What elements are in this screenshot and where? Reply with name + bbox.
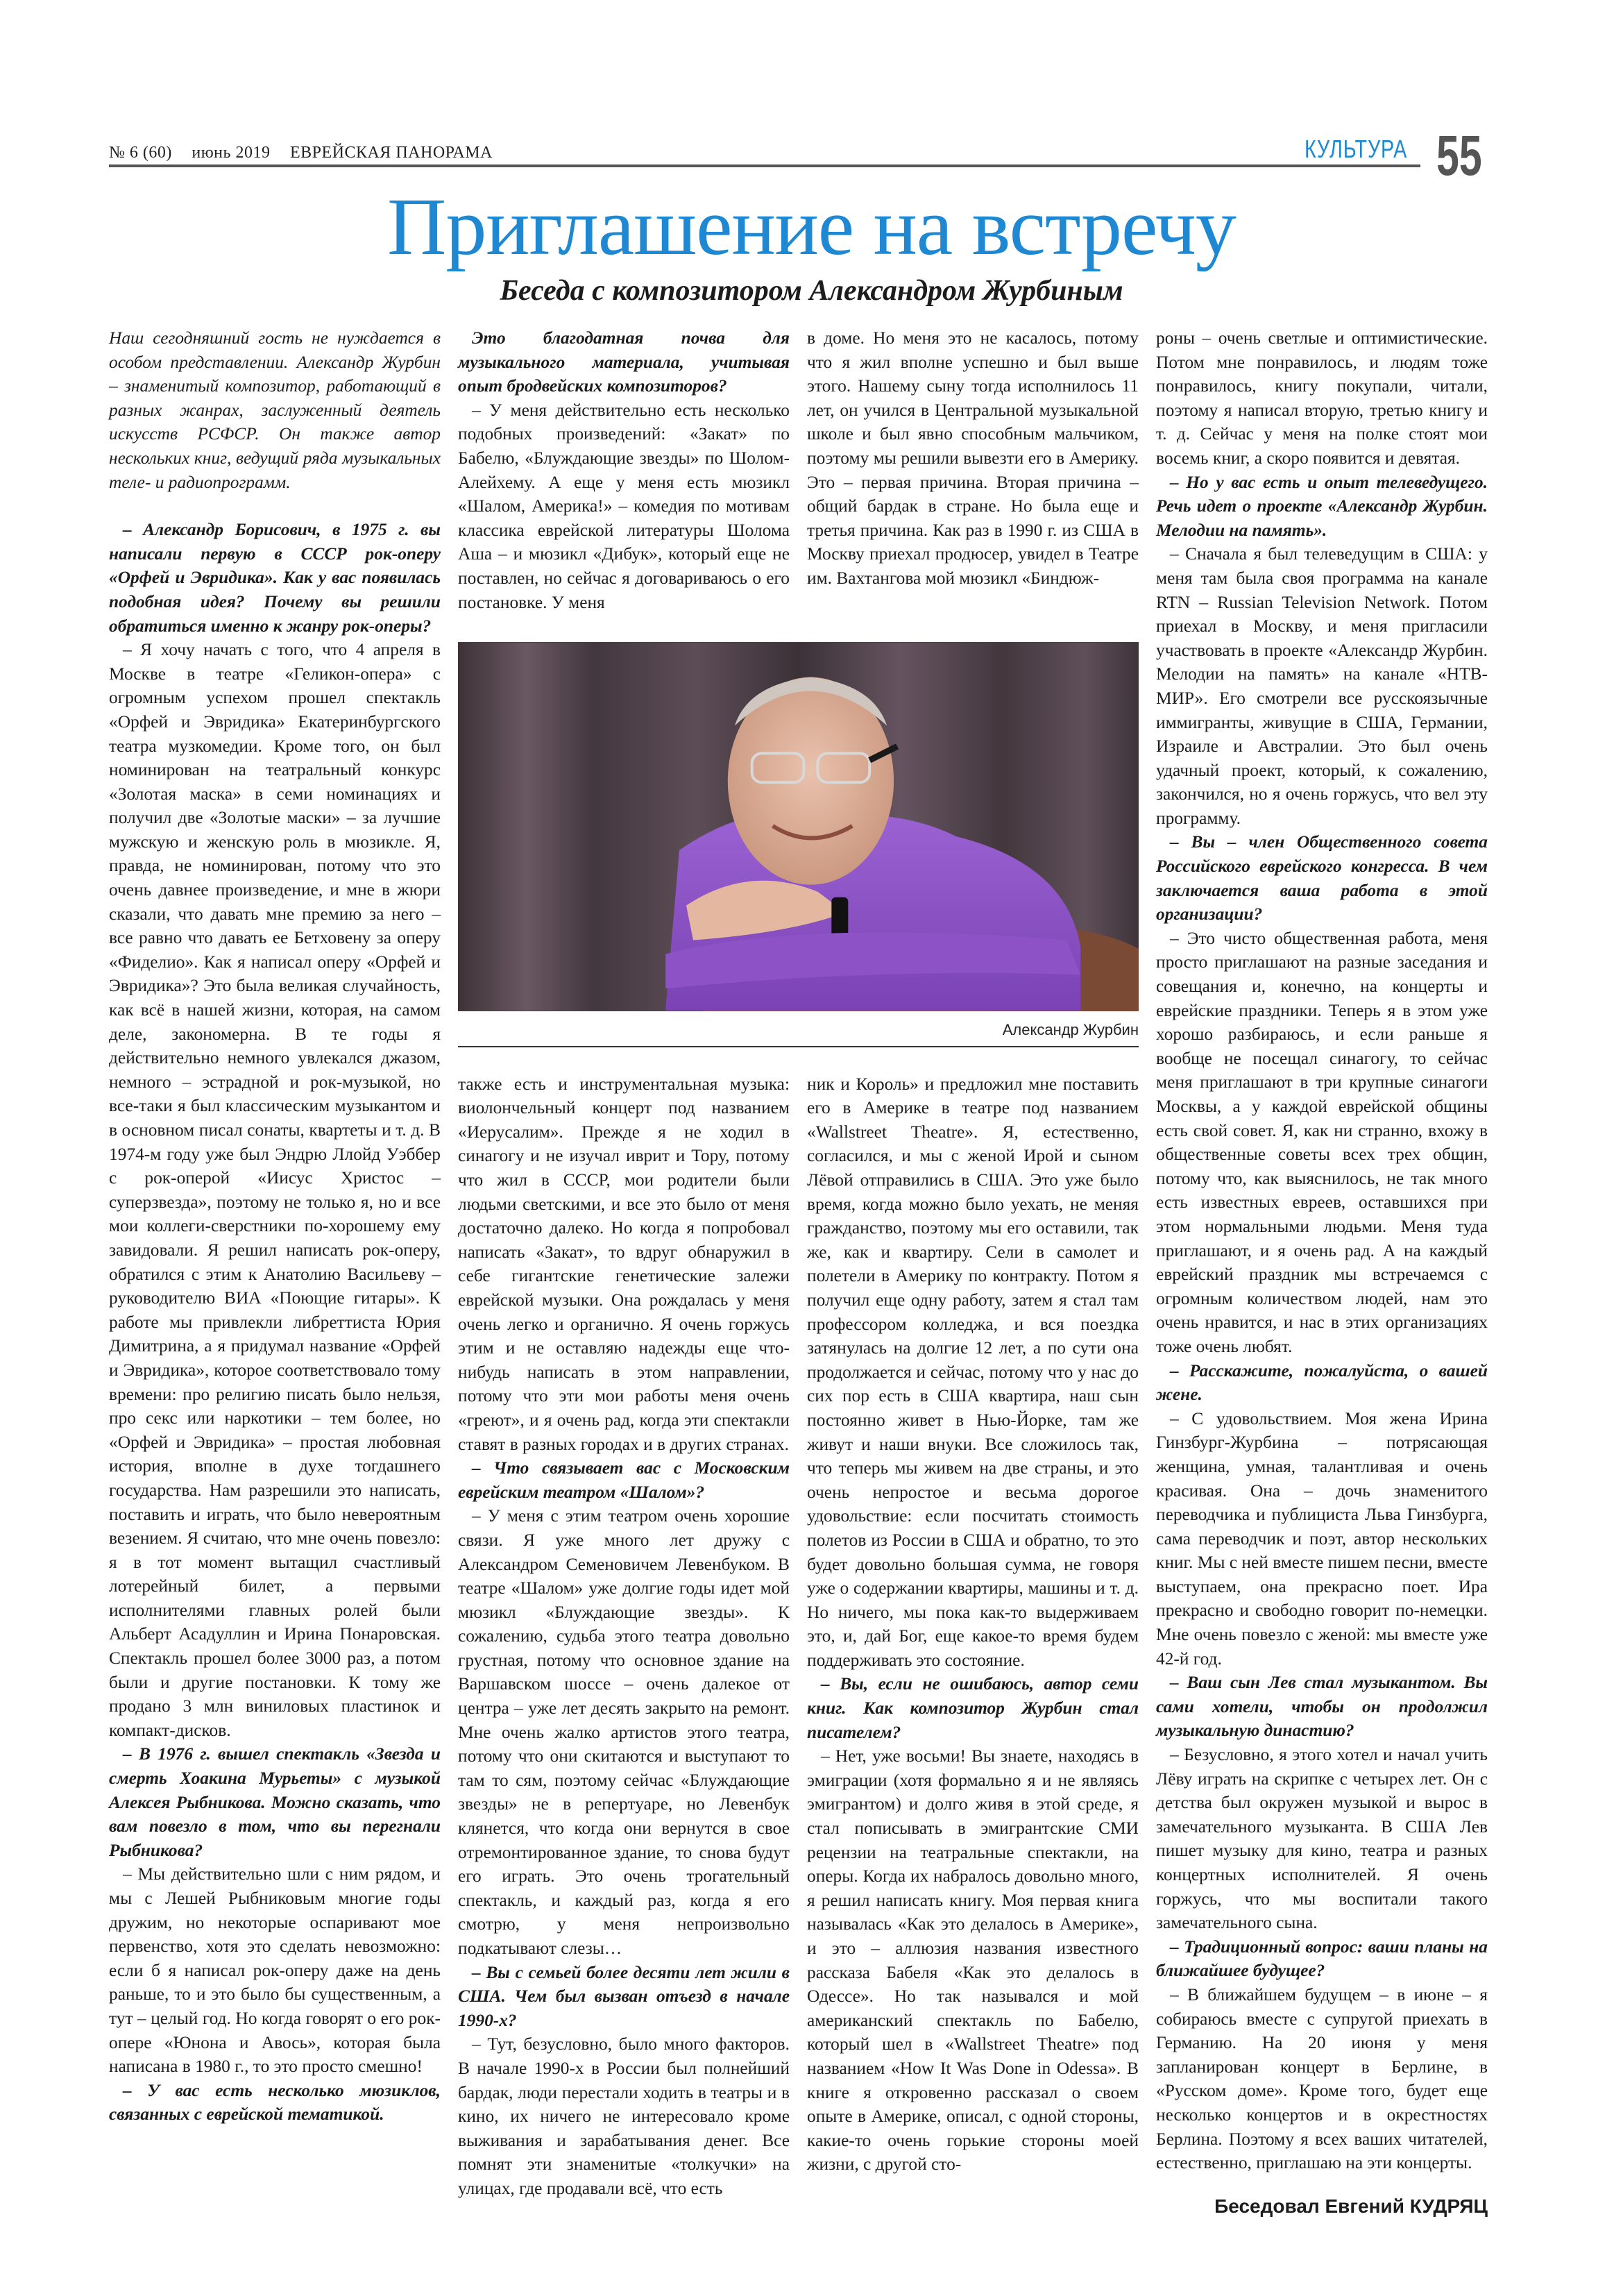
- photo-caption: Александр Журбин: [458, 1011, 1139, 1047]
- interview-answer: в доме. Но меня это не касалось, потому что я жил вполне успешно и был выше этого. Нашему сыну тогда исполнилось 11 лет, он учился в Центральной музыкальной школе и был явно способным мальчиком, поэтому мы решили вывезти его в Америку. Это – первая причина. Вторая причина – общий бардак в стране. Но была еще и третья причина. Как раз в 1990 г. из США в Москву приехал продюсер, увидел в Театре им. Вахтангова мой мюзикл «Биндюж-: [807, 328, 1139, 588]
- publication-name: ЕВРЕЙСКАЯ ПАНОРАМА: [289, 144, 493, 162]
- interview-question: – Вы – член Общественного совета Российского еврейского конгресса. В чем заключается ваша работа в этой организации?: [1156, 832, 1488, 925]
- column-3-bottom: [807, 1072, 1139, 2219]
- interview-answer: – Нет, уже восьми! Вы знаете, находясь в эмиграции (хотя формально я и не являясь эмигрантом) и долго живя в этой среде, я стал пописывать в эмигрантские СМИ рецензии на театральные спектакли, на оперы. Когда их набралось довольно много, я решил написать книгу. Моя первая книга называлась «Как это делалось в Америке», и это – аллюзия названия известного рассказа Бабеля «Как это делалось в Одессе». Но так назывался и мой американский спектакль по Бабелю, который шел в «Wallstreet Theatre» под названием «How It Was Done in Odessa». В книге я откровенно рассказал о своем опыте в Америке, описал, с одной стороны, какие-то очень горькие стороны моей жизни, с другой сто-: [807, 1746, 1139, 2175]
- interview-question: – Вы, если не ошибаюсь, автор семи книг. Как композитор Журбин стал писателем?: [807, 1674, 1139, 1742]
- interview-answer: – У меня действительно есть несколько подобных произведений: «Закат» по Бабелю, «Блуждающие звезды» по Шолом-Алейхему. А еще у меня есть мюзикл «Шалом, Америка!» – комедия по мотивам классика еврейской литературы Шолома Аша – и мюзикл «Дибук», который еще не поставлен, но сейчас я договариваюсь о его постановке. У меня: [458, 400, 790, 612]
- portrait-illustration: [458, 642, 1139, 1011]
- interview-question: – В 1976 г. вышел спектакль «Звезда и смерть Хоакина Мурьеты» с музыкой Алексея Рыбникова. Можно сказать, что вам повезло в том, что вы перегнали Рыбникова?: [109, 1744, 441, 1860]
- issue-date: июнь 2019: [192, 144, 271, 162]
- interview-question: – Что связывает вас с Московским еврейским театром «Шалом»?: [458, 1458, 790, 1502]
- interview-answer: – Я хочу начать с того, что 4 апреля в Москве в театре «Геликон-опера» с огромным успехом прошел спектакль «Орфей и Эвридика» Екатеринбургского театра музкомедии. Кроме того, он был номинирован на театральный конкурс «Золотая маска» в семи номинациях и получил две «Золотые маски» – за лучшие мужскую и женскую роль в мюзикле. Я, правда, не номинирован, потому что это очень давнее произведение, и мне в жюри сказали, что давать мне премию за него – все равно что давать ее Бетховену за оперу «Фиделио». Как я написал оперу «Орфей и Эвридика»? Это была великая случайность, как всё в нашей жизни, которая, на самом деле, закономерна. В те годы я действительно немного увлекался джазом, немного – эстрадной и рок-музыкой, но все-таки я был классическим музыкантом и в основном писал сонаты, квартеты и т. д. В 1974-м году уже был Эндрю Ллойд Уэббер с рок-оперой «Иисус Христос – суперзвезда», поэтому не только я, но и все мои коллеги-сверстники по-хорошему ему завидовали. Я решил написать рок-оперу, обратился с этим к Анатолию Васильеву – руководителю ВИА «Поющие гитары». К работе мы привлекли либреттиста Юрия Димитрина, а я придумал название «Орфей и Эвридика», которое соответствовало тому времени: про религию писать было нельзя, про секс или наркотики – тем более, но «Орфей и Эвридика» – простая любовная история, вполне в духе тогдашнего государства. Нам разрешили это написать, поставить и играть, что было невероятным везением. Я считаю, что мне очень повезло: я в тот момент вытащил счастливый лотерейный билет, а первыми исполнителями главных ролей были Альберт Асадуллин и Ирина Понаровская. Спектакль прошел более 3000 раз, а потом были и другие постановки. К тому же продано 3 млн виниловых пластинок и компакт-дисков.: [109, 640, 441, 1740]
- header-meta: [109, 144, 508, 162]
- interview-question: – У вас есть несколько мюзиклов, связанных с еврейской тематикой.: [109, 2080, 441, 2125]
- interview-answer: – Это чисто общественная работа, меня просто приглашают на разные заседания и совещания и, конечно, на концерты и еврейские праздники. Теперь я в этом уже хорошо разбираюсь, и если раньше я вообще не посещал синагогу, то сейчас меня приглашают в три крупные синагоги Москвы, а у каждой еврейской общины есть свой совет. Я, как ни странно, вхожу в общественные советы всех трех общин, потому что, как выяснилось, не так много есть известных евреев, оставшихся при этом нормальными людьми. Меня туда приглашают, и я очень рад. А на каждый еврейский праздник мы встречаемся с огромным количеством людей, нам это очень нравится, и нас в этих организациях тоже очень любят.: [1156, 928, 1488, 1356]
- interview-answer: – Тут, безусловно, было много факторов. В начале 1990-х в России был полнейший бардак, люди перестали ходить в театры и в кино, их ничего не интересовало кроме выживания и зарабатывания денег. Все помнят эти знаменитые «толкучки» на улицах, где продавали всё, что есть: [458, 2034, 790, 2198]
- interview-answer: – Мы действительно шли с ним рядом, и мы с Лешей Рыбниковым многие годы дружим, но некоторые оспаривают мое первенство, хотя это сделать невозможно: если б я написал рок-оперу даже на день раньше, то и это было бы существенным, а тут – целый год. Но когда говорят о его рок-опере «Юнона и Авось», которая была написана в 1980 г., то это просто смешно!: [109, 1864, 441, 2077]
- interview-question: Это благодатная почва для музыкального материала, учитывая опыт бродвейских композиторов?: [458, 328, 790, 396]
- interview-question: – Ваш сын Лев стал музыкантом. Вы сами хотели, чтобы он продолжил музыкальную династию?: [1156, 1673, 1488, 1741]
- interview-question: – Александр Борисович, в 1975 г. вы написали первую в СССР рок-оперу «Орфей и Эвридика». Как у вас появилась подобная идея? Почему вы решили обратиться именно к жанру рок-оперы?: [109, 520, 441, 636]
- column-2-bottom: [458, 1072, 790, 2219]
- author-byline: Беседовал Евгений КУДРЯЦ: [1214, 2195, 1488, 2217]
- interview-answer: – У меня с этим театром очень хорошие связи. Я уже много лет дружу с Александром Семеновичем Левенбуком. В театре «Шалом» уже долгие годы идет мой мюзикл «Блуждающие звезды». К сожалению, судьба этого театра довольно грустная, потому что основное здание на Варшавском шоссе – очень далекое от центра – уже лет десять закрыто на ремонт. Мне очень жалко артистов этого театра, потому что они скитаются и выступают то там то сям, поэтому сейчас «Блуждающие звезды» не в репертуаре, но Левенбук клянется, что когда они вернутся в свое отремонтированное здание, то снова будут его играть. Это очень трогательный спектакль, и каждый раз, когда я его смотрю, у меня непроизвольно подкатывают слезы…: [458, 1506, 790, 1959]
- interview-answer: – В ближайшем будущем – в июне – я собираюсь вместе с супругой приехать в Германию. На 20 июня у меня запланирован концерт в Берлине, в «Русском доме». Кроме того, будет еще несколько концертов и в окрестностях Берлина. Поэтому я всех ваших читателей, естественно, приглашаю на эти концерты.: [1156, 1984, 1488, 2173]
- article-subtitle: Беседа с композитором Александром Журбиным: [500, 275, 1123, 307]
- interview-answer: – Безусловно, я этого хотел и начал учить Лёву играть на скрипке с четырех лет. Он с детства был окружен музыкой и вырос в замечательного музыканта. В США Лев пишет музыку для кино, театра и разных концертных исполнителей. Я очень горжусь, что мы воспитали такого замечательного сына.: [1156, 1745, 1488, 1933]
- portrait-photo: [458, 642, 1139, 1011]
- interview-question: – Расскажите, пожалуйста, о вашей жене.: [1156, 1360, 1488, 1405]
- column-4: [1156, 326, 1488, 2218]
- interview-answer: ник и Король» и предложил мне поставить его в Америке в театре под названием «Wallstreet Theatre». Я, естественно, согласился, и мы с женой Ирой и сыном Лёвой отправились в США. Это уже было время, когда можно было уехать, не меняя гражданство, поэтому мы его оставили, так же, как и квартиру. Сели в самолет и полетели в Америку по контракту. Потом я получил еще одну работу, затем я стал там профессором колледжа, и вся поездка затянулась на долгие 12 лет, а по сути она продолжается и сейчас, потому что у нас до сих пор есть в США квартира, наш сын постоянно живет в Нью-Йорке, там же живут и наши внуки. Все сложилось так, что теперь мы живем на две страны, и это очень непростое и весьма дорогое удовольствие: если посчитать стоимость полетов из России в США и обратно, то это будет довольно большая сумма, не говоря уже о содержании квартиры, машины и т. д. Но ничего, мы пока как-то выдерживаем это, и, дай Бог, еще какое-то время будем поддерживать это состояние.: [807, 1074, 1139, 1670]
- interview-question: – Но у вас есть и опыт телеведущего. Речь идет о проекте «Александр Журбин. Мелодии на память».: [1156, 472, 1488, 540]
- interview-answer: – Сначала я был телеведущим в США: у меня там была своя программа на канале RTN – Russian Television Network. Потом приехал в Москву, и меня пригласили участвовать в проекте «Александр Журбин. Мелодии на память» на канале «НТВ-МИР». Его смотрели все русскоязычные иммигранты, живущие в США, Германии, Израиле и Австралии. Это был очень удачный проект, который, к сожалению, закончился, но я очень горжусь, что вел эту программу.: [1156, 544, 1488, 828]
- interview-answer: – С удовольствием. Моя жена Ирина Гинзбург-Журбина – потрясающая женщина, умная, талантливая и очень красивая. Она – дочь знаменитого переводчика и публициста Льва Гинзбурга, сама переводчик и поэт, автор нескольких книг. Мы с ней вместе пишем песни, вместе выступаем, она прекрасно поет. Ира прекрасно и свободно говорит по-немецки. Мне очень повезло с женой: мы вместе уже 42-й год.: [1156, 1408, 1488, 1669]
- article-lead: Наш сегодняшний гость не нуждается в особом представлении. Александр Журбин – знаменитый композитор, работающий в разных жанрах, заслуженный деятель искусств РСФСР. Он также автор нескольких книг, ведущий ряда музыкальных теле- и радиопрограмм.: [109, 328, 441, 492]
- interview-question: – Традиционный вопрос: ваши планы на ближайшее будущее?: [1156, 1936, 1488, 1981]
- interview-answer: роны – очень светлые и оптимистические. Потом мне понравилось, и людям тоже понравилось, книгу покупали, читали, поэтому я написал вторую, третью книгу и т. д. Сейчас у меня на полке стоят мои восемь книг, а скоро появится и девятая.: [1156, 328, 1488, 468]
- column-3-top: [807, 326, 1139, 632]
- page-number: 55: [1436, 124, 1482, 187]
- article-title: Приглашение на встречу: [387, 181, 1236, 272]
- column-1: [109, 326, 441, 2218]
- header-divider: [109, 164, 1420, 167]
- interview-question: – Вы с семьей более десяти лет жили в США. Чем был вызван отъезд в начале 1990-х?: [458, 1962, 790, 2030]
- photo-block: [458, 642, 1139, 1065]
- article-body: [109, 326, 1488, 2218]
- wristwatch: [831, 897, 848, 939]
- interview-answer: также есть и инструментальная музыка: виолончельный концерт под названием «Иерусалим». Прежде я не ходил в синагогу и не изучал иврит и Тору, потому что жил в СССР, мои родители были людьми светскими, и все это было от меня достаточно далеко. Но когда я попробовал написать «Закат», то вдруг обнаружил в себе гигантские генетические залежи еврейской музыки. Она рождалась у меня очень легко и органично. Я очень горжусь этим и не оставляю надежды еще что-нибудь написать в этом направлении, потому что эти мои работы меня очень «греют», и я очень рад, когда эти спектакли ставят в разных городах и в других странах.: [458, 1074, 790, 1454]
- issue-number: № 6 (60): [109, 144, 172, 162]
- column-4-text: [1156, 326, 1488, 2175]
- column-2-top: [458, 326, 790, 632]
- section-label: КУЛЬТУРА: [1305, 135, 1408, 163]
